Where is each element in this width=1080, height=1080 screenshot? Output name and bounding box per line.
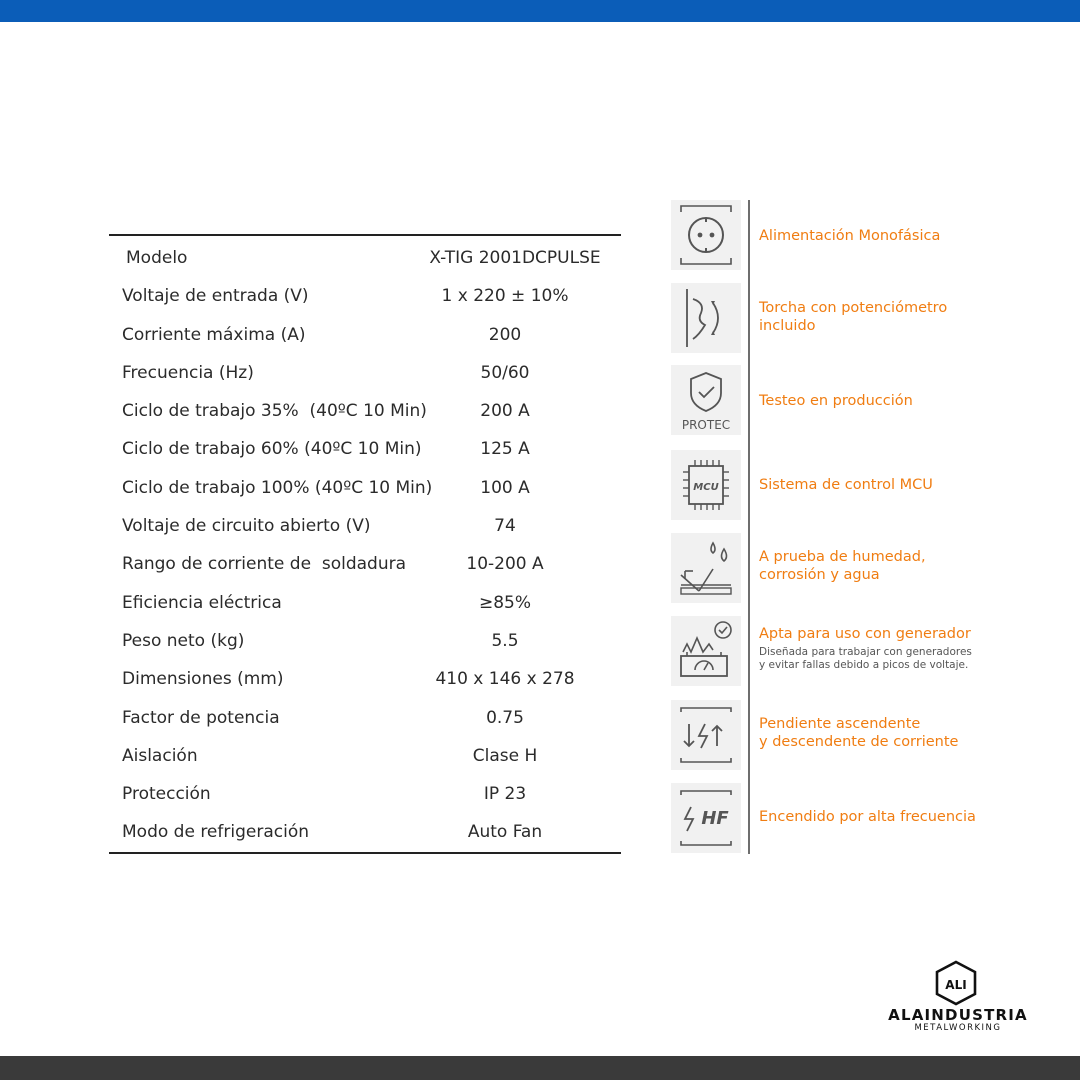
- protec-icon-text: PROTEC: [681, 418, 731, 432]
- logo-subtitle: METALWORKING: [914, 1023, 1002, 1033]
- table-row: [109, 545, 621, 583]
- generator-icon: [671, 616, 741, 686]
- table-row: [109, 660, 621, 698]
- spec-label: Ciclo de trabajo 35% (40ºC 10 Min): [122, 401, 427, 422]
- features-divider: [748, 200, 750, 854]
- feature-item: [759, 476, 1059, 494]
- table-row: [109, 699, 621, 737]
- feature-label: Sistema de control MCU: [759, 477, 933, 493]
- table-row: [109, 392, 621, 430]
- logo-name: ALAINDUSTRIA: [888, 1006, 1028, 1024]
- feature-label: Apta para uso con generador: [759, 626, 971, 642]
- top-accent-bar: [0, 0, 1080, 22]
- spec-value: 74: [494, 516, 516, 537]
- spec-value: 200: [488, 324, 522, 345]
- spec-label: Protección: [122, 784, 211, 805]
- feature-label: y descendente de corriente: [759, 734, 959, 750]
- power-socket-icon: [671, 200, 741, 270]
- spec-value: 0.75: [486, 707, 524, 728]
- spec-value: Auto Fan: [467, 822, 543, 843]
- spec-label: Ciclo de trabajo 100% (40ºC 10 Min): [122, 477, 433, 498]
- logo-mark-text: ALI: [945, 978, 967, 992]
- spec-label: Rango de corriente de soldadura: [122, 554, 407, 575]
- feature-item: [759, 227, 1059, 245]
- spec-value: IP 23: [483, 784, 527, 805]
- feature-item: [759, 808, 1059, 826]
- spec-label: Aislación: [122, 745, 198, 766]
- table-row: [109, 316, 621, 354]
- current-slope-icon: [671, 700, 741, 770]
- table-row: [109, 430, 621, 468]
- feature-label: Pendiente ascendente: [759, 716, 921, 732]
- spec-label: Voltaje de circuito abierto (V): [122, 516, 371, 537]
- spec-label: Frecuencia (Hz): [122, 362, 254, 383]
- spec-value: 410 x 146 x 278: [435, 669, 575, 690]
- spec-value: 50/60: [480, 362, 530, 383]
- hf-icon-text: HF: [701, 808, 729, 829]
- high-frequency-icon: [671, 783, 741, 853]
- spec-label: Dimensiones (mm): [122, 669, 284, 690]
- table-row: [109, 507, 621, 545]
- table-row: [109, 354, 621, 392]
- table-row: [109, 277, 621, 315]
- feature-label: Alimentación Monofásica: [759, 228, 941, 244]
- spec-label: Corriente máxima (A): [122, 324, 306, 345]
- feature-label: Encendido por alta frecuencia: [759, 809, 976, 825]
- table-row: [109, 813, 621, 851]
- company-logo: [868, 960, 1048, 1036]
- shield-check-icon: [671, 365, 741, 435]
- spec-label: Peso neto (kg): [122, 630, 245, 651]
- feature-item: [759, 715, 1059, 751]
- spec-label: Eficiencia eléctrica: [122, 592, 282, 613]
- spec-value: 100 A: [480, 477, 530, 498]
- table-row: [109, 775, 621, 813]
- feature-description: y evitar fallas debido a picos de voltaje.: [759, 659, 969, 671]
- bottom-accent-bar: [0, 1056, 1080, 1080]
- feature-label: incluido: [759, 318, 816, 334]
- table-row: [109, 737, 621, 775]
- mcu-chip-icon: [671, 450, 741, 520]
- spec-value: 125 A: [480, 439, 530, 460]
- spec-label: Ciclo de trabajo 60% (40ºC 10 Min): [122, 439, 422, 460]
- feature-label: Torcha con potenciómetro: [759, 300, 948, 316]
- spec-value: 1 x 220 ± 10%: [441, 286, 569, 307]
- spec-value: Clase H: [472, 745, 538, 766]
- spec-label: Modelo: [126, 248, 188, 268]
- feature-item: [759, 299, 1059, 335]
- feature-label: A prueba de humedad,: [759, 549, 926, 565]
- feature-label: corrosión y agua: [759, 567, 880, 583]
- spec-label: Factor de potencia: [122, 707, 280, 728]
- table-row: [109, 239, 621, 277]
- logo-mark-icon: [934, 960, 978, 1006]
- table-row: [109, 584, 621, 622]
- spec-value: X-TIG 2001DCPULSE: [429, 248, 601, 268]
- feature-item: [759, 625, 1059, 672]
- feature-item: [759, 548, 1059, 584]
- feature-label: Testeo en producción: [759, 393, 913, 409]
- spec-label: Voltaje de entrada (V): [122, 286, 309, 307]
- spec-value: 10-200 A: [466, 554, 544, 575]
- table-row: [109, 622, 621, 660]
- spec-value: 200 A: [480, 401, 530, 422]
- specifications-table: [109, 234, 621, 854]
- mcu-icon-text: MCU: [693, 482, 719, 493]
- spec-value: ≥85%: [478, 592, 532, 613]
- feature-item: [759, 392, 1059, 410]
- table-row: [109, 469, 621, 507]
- spec-value: 5.5: [491, 630, 519, 651]
- torch-potentiometer-icon: [671, 283, 741, 353]
- spec-label: Modo de refrigeración: [122, 822, 309, 843]
- water-drops-icon: [671, 533, 741, 603]
- feature-description: Diseñada para trabajar con generadores: [759, 646, 972, 658]
